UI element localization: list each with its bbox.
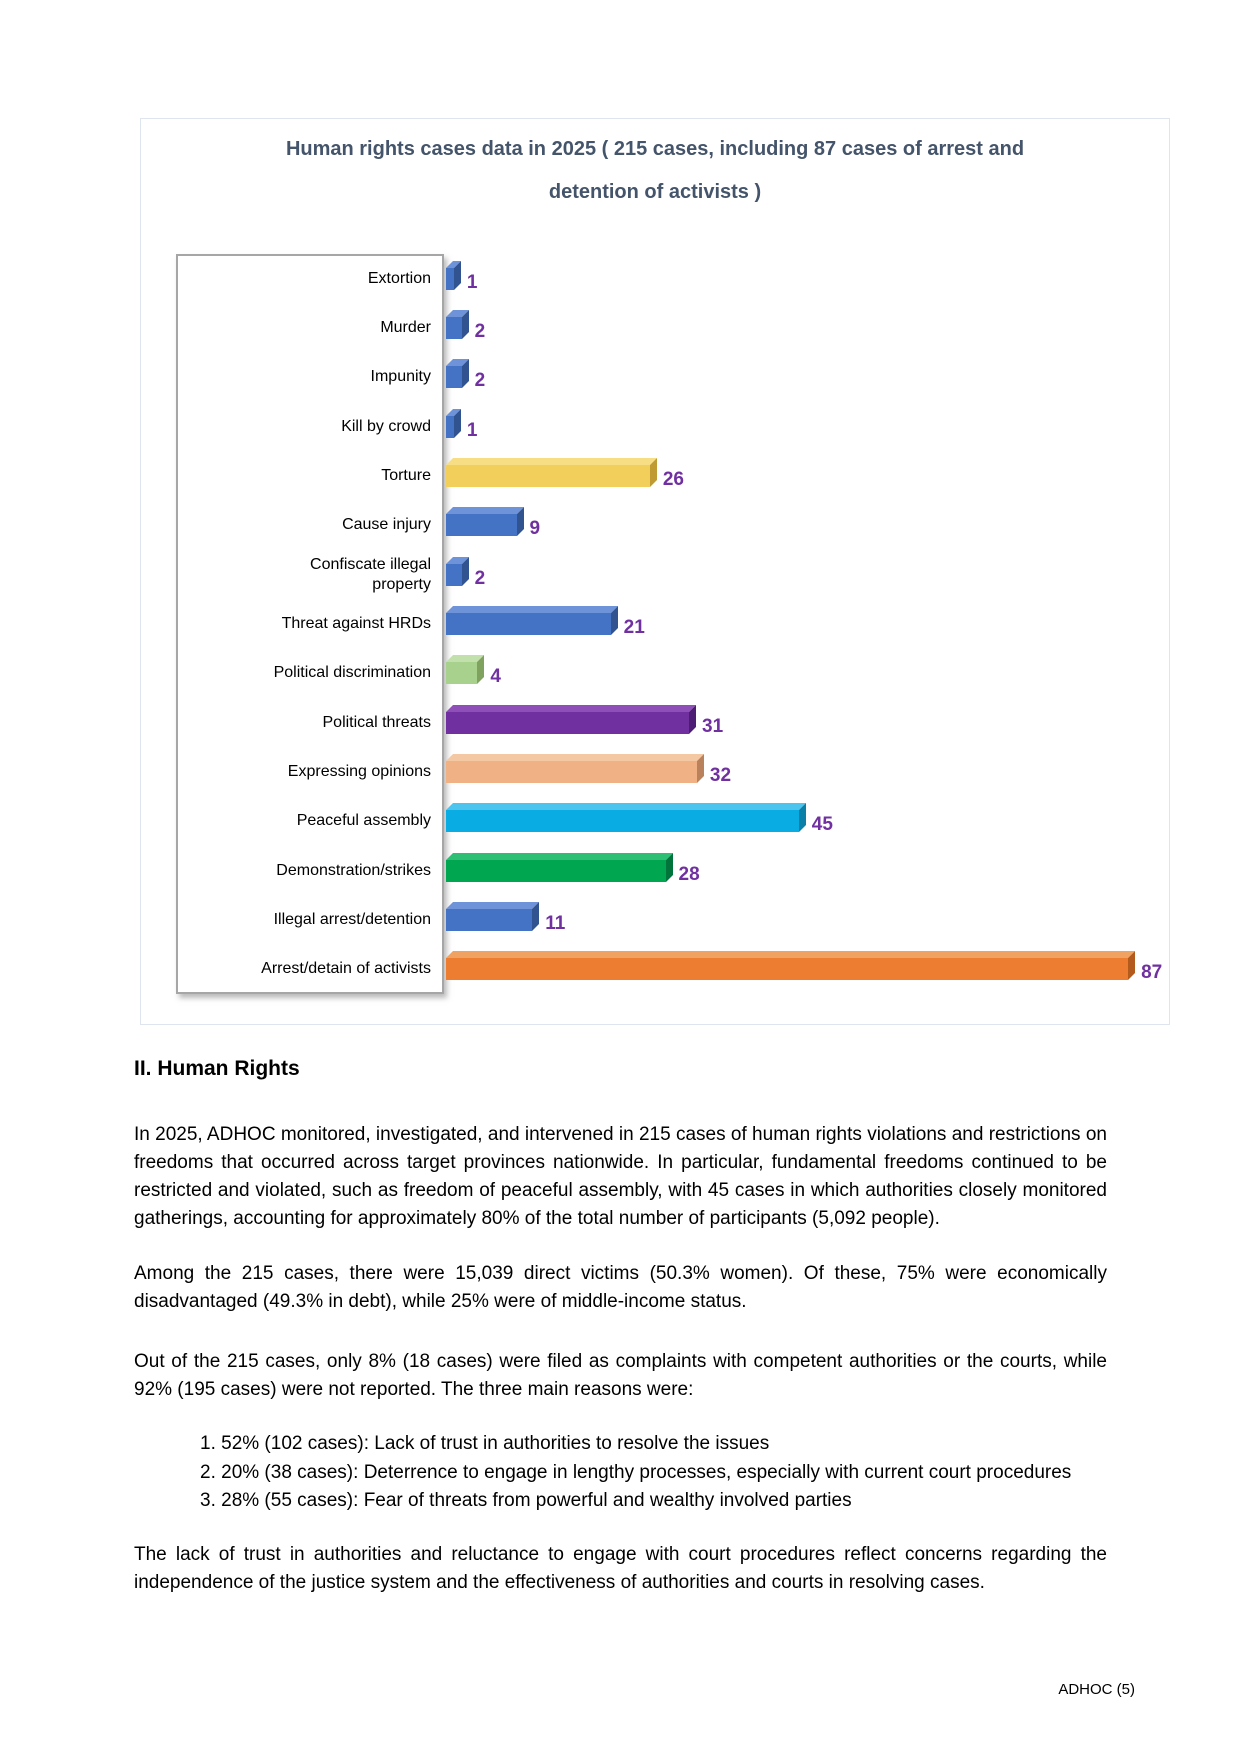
paragraph-victims: Among the 215 cases, there were 15,039 direct victims (50.3% women). Of these, 75% were economically disadvantaged (49.3% in debt), while 25% were of middle-income status.: [134, 1263, 1107, 1312]
chart-row-peaceful-assembly: [176, 797, 1156, 846]
bar-kill-by-crowd: [446, 416, 454, 438]
category-label: Expressing opinions: [287, 762, 431, 780]
chart-title-line1: Human rights cases data in 2025 ( 215 cases, including 87 cases of arrest and: [285, 138, 1025, 160]
bar-peaceful-assembly: [446, 810, 799, 832]
category-label: Political threats: [322, 713, 431, 731]
data-label: 1: [466, 271, 478, 293]
text-block: [134, 1056, 1107, 1597]
bar-threat-against-hrds: [446, 613, 611, 635]
paragraph-overview: In 2025, ADHOC monitored, investigated, and intervened in 215 cases of human rights violations and restrictions on freedoms that occurred across target provinces nationwide. In particular, fundamental freedoms continued to be restricted and violated, such as freedom of peaceful assembly, with 45 cases in which authorities closely monitored gatherings, accounting for approximately 80% of the total number of participants (5,092 people).: [134, 1124, 1107, 1229]
category-label: Threat against HRDs: [281, 614, 431, 632]
data-label: 2: [474, 320, 486, 342]
chart-row-kill-by-crowd: [176, 402, 1156, 451]
category-label: Impunity: [370, 368, 431, 386]
bar-political-threats: [446, 712, 689, 734]
category-label: Cause injury: [342, 516, 431, 534]
bar-impunity: [446, 366, 462, 388]
data-label: 31: [702, 715, 724, 737]
category-label: Murder: [380, 318, 431, 336]
category-label: Peaceful assembly: [296, 812, 431, 830]
reasons-list: [134, 1430, 1107, 1516]
paragraph-conclusion: The lack of trust in authorities and reluctance to engage with court procedures reflect concerns regarding the independence of the justice system and the effectiveness of authorities and courts in resolving cases.: [134, 1543, 1107, 1593]
chart-row-cause-injury: [176, 501, 1156, 550]
chart-row-threat-against-hrds: [176, 599, 1156, 648]
data-label: 2: [474, 370, 486, 392]
bar-extortion: [446, 268, 454, 290]
chart-row-extortion: [176, 254, 1156, 303]
data-label: 4: [490, 666, 501, 688]
list-item-1: 1. 52% (102 cases): Lack of trust in authorities to resolve the issues: [200, 1433, 770, 1454]
chart-row-illegal-arrest-detention: [176, 895, 1156, 944]
data-label: 9: [529, 518, 541, 540]
data-label: 2: [474, 567, 486, 589]
category-label: Arrest/detain of activists: [261, 960, 431, 978]
bar-demonstration-strikes: [446, 860, 666, 882]
chart-title-line2: detention of activists ): [548, 181, 762, 203]
bar-torture: [446, 465, 650, 487]
chart-row-demonstration-strikes: [176, 846, 1156, 895]
category-label: Illegal arrest/detention: [273, 910, 431, 928]
chart-row-expressing-opinions: [176, 747, 1156, 796]
bar-murder: [446, 317, 462, 339]
category-label: Kill by crowd: [341, 417, 431, 435]
chart-row-arrest-detain-of-activists: [176, 945, 1163, 994]
page-footer: ADHOC (5): [1058, 1681, 1135, 1698]
data-label: 87: [1141, 962, 1163, 984]
chart-row-murder: [176, 303, 1156, 352]
chart-row-political-discrimination: [176, 649, 1156, 698]
data-label: 45: [811, 814, 833, 836]
chart-title: [141, 136, 1169, 205]
chart-row-impunity: [176, 353, 1156, 402]
chart-row-political-threats: [176, 698, 1156, 747]
data-label: 28: [678, 863, 700, 885]
paragraph-complaints: Out of the 215 cases, only 8% (18 cases) were filed as complaints with competent authorities or the courts, while 92% (195 cases) were not reported. The three main reasons were:: [134, 1351, 1107, 1400]
category-label: Demonstration/strikes: [276, 861, 431, 879]
data-label: 21: [623, 616, 645, 638]
section-heading: II. Human Rights: [134, 1057, 300, 1080]
bar-arrest-detain-of-activists: [446, 958, 1128, 980]
data-label: 11: [545, 912, 566, 934]
data-label: 32: [709, 764, 732, 786]
category-label: Political discrimination: [273, 664, 431, 682]
category-label: Torture: [381, 466, 431, 484]
bar-expressing-opinions: [446, 761, 697, 783]
category-label: Confiscate illegal property: [310, 555, 431, 593]
data-label: 1: [466, 419, 478, 441]
category-label: Extortion: [367, 269, 431, 287]
chart-row-confiscate-illegal-property: [176, 550, 1156, 599]
chart-rows: [176, 254, 1163, 994]
bar-illegal-arrest-detention: [446, 909, 532, 931]
bar-confiscate-illegal-property: [446, 564, 462, 586]
bar-cause-injury: [446, 514, 517, 536]
chart-row-torture: [176, 451, 1156, 500]
chart-plot-area: [176, 254, 1163, 994]
list-item-3: 3. 28% (55 cases): Fear of threats from powerful and wealthy involved parties: [200, 1490, 852, 1511]
list-item-2: 2. 20% (38 cases): Deterrence to engage in lengthy processes, especially with current court procedures: [200, 1461, 1072, 1483]
data-label: 26: [662, 468, 684, 490]
bar-political-discrimination: [446, 662, 477, 684]
chart-panel: [140, 118, 1170, 1025]
